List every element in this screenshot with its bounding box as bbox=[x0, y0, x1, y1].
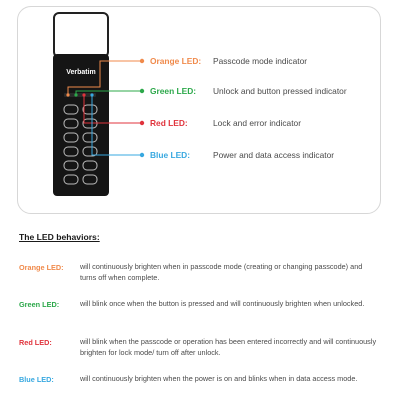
device-brand-logo: Verbatim bbox=[66, 69, 96, 76]
orange-led-behavior-text: will continuously brighten when in passcode mode (creating or changing passcode) and turns off when complete. bbox=[80, 262, 363, 282]
orange-led-callout-name: Orange LED: bbox=[150, 56, 202, 66]
behaviors-title: The LED behaviors: bbox=[19, 232, 100, 242]
red-led-callout-name: Red LED: bbox=[150, 118, 188, 128]
green-led-behavior-text: will blink once when the button is pressed and will continuously brighten when unlocked. bbox=[80, 299, 365, 308]
red-led-behavior-label: Red LED: bbox=[19, 338, 52, 347]
blue-led-behavior-text: will continuously brighten when the power is on and blinks when in data access mode. bbox=[80, 374, 358, 383]
blue-callout-dot bbox=[140, 153, 144, 157]
blue-led-behavior-label: Blue LED: bbox=[19, 375, 54, 384]
green-led-callout-description: Unlock and button pressed indicator bbox=[213, 86, 347, 96]
orange-callout-dot bbox=[140, 59, 144, 63]
usb-device bbox=[53, 13, 109, 196]
device-cap bbox=[54, 13, 108, 57]
orange-led-callout-description: Passcode mode indicator bbox=[213, 56, 308, 66]
blue-led-callout-description: Power and data access indicator bbox=[213, 150, 335, 160]
green-led-callout-name: Green LED: bbox=[150, 86, 197, 96]
red-callout-dot bbox=[140, 121, 144, 125]
blue-led-callout-name: Blue LED: bbox=[150, 150, 191, 160]
orange-led-behavior-label: Orange LED: bbox=[19, 263, 64, 272]
green-callout-dot bbox=[140, 89, 144, 93]
red-led-behavior-text: will blink when the passcode or operation has been entered incorrectly and will continuously brighten for lock mode/ turn off after unlock. bbox=[80, 337, 377, 357]
green-led-behavior-label: Green LED: bbox=[19, 300, 60, 309]
red-led-callout-description: Lock and error indicator bbox=[213, 118, 301, 128]
